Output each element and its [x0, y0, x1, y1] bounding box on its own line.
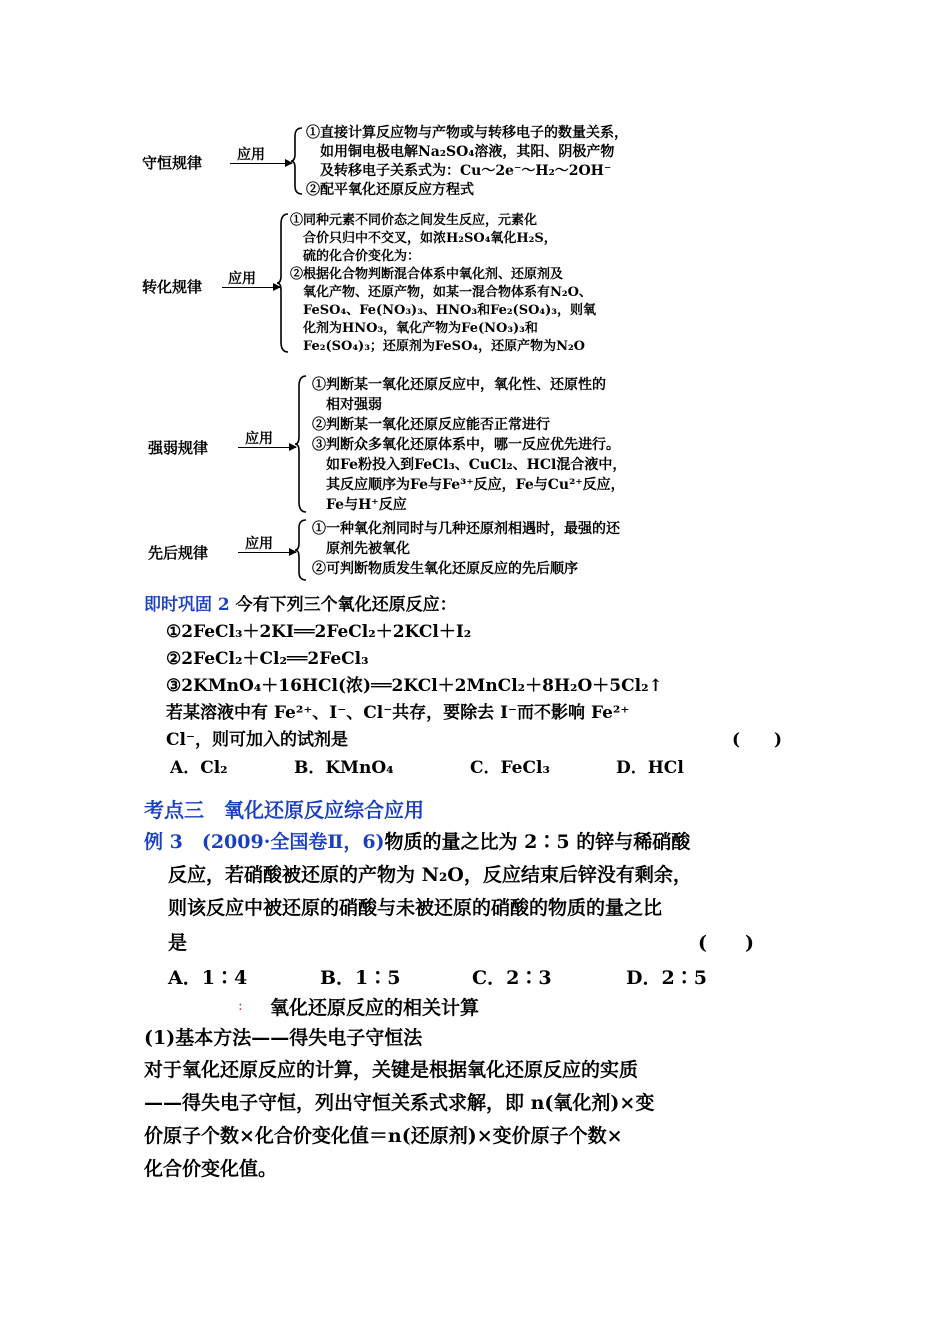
example-label: 例 3 (2009·全国卷Ⅱ，6) — [144, 831, 385, 853]
apply-label: 应用 — [245, 431, 273, 447]
option-b: B．KMnO₄ — [294, 758, 394, 778]
rule-line: Fe与H⁺反应 — [312, 497, 407, 513]
option-c: C．FeCl₃ — [470, 758, 550, 778]
rule-name: 强弱规律 — [148, 439, 209, 457]
arrow-icon — [238, 447, 296, 448]
rule-line: ①同种元素不同价态之间发生反应，元素化 — [290, 213, 538, 228]
apply-label: 应用 — [228, 271, 256, 287]
rule-line: 硫的化合价变化为： — [290, 249, 421, 264]
apply-label: 应用 — [245, 536, 273, 552]
rule-name: 转化规律 — [142, 278, 203, 296]
rule-line: 氧化产物、还原产物，如某一混合物体系有N₂O、 — [290, 285, 592, 300]
rule-line: 相对强弱 — [312, 397, 382, 413]
question-line: Cl⁻，则可加入的试剂是 — [166, 730, 348, 750]
option-d: D．HCl — [616, 758, 684, 778]
rule-line: 原剂先被氧化 — [312, 541, 410, 557]
rule-line: ②可判断物质发生氧化还原反应的先后顺序 — [312, 561, 578, 577]
example-line: 则该反应中被还原的硝酸与未被还原的硝酸的物质的量之比 — [168, 897, 663, 919]
example-text: 物质的量之比为 2∶5 的锌与稀硝酸 — [384, 831, 691, 853]
option-d: D．2∶5 — [626, 967, 707, 989]
apply-label: 应用 — [237, 147, 265, 163]
section-title: 考点三 氧化还原反应综合应用 — [144, 798, 424, 822]
rule-line: ③判断众多氧化还原体系中，哪一反应优先进行。 — [312, 437, 620, 453]
rule-line: 其反应顺序为Fe与Fe³⁺反应，Fe与Cu²⁺反应， — [312, 477, 625, 493]
rule-line: 及转移电子关系式为：Cu～2e⁻～H₂～2OH⁻ — [306, 163, 612, 179]
equation-2: ②2FeCl₂＋Cl₂══2FeCl₃ — [166, 649, 369, 669]
arrow-icon — [238, 552, 296, 553]
calc-paragraph-line: 化合价变化值。 — [144, 1158, 278, 1180]
option-a: A．Cl₂ — [170, 758, 228, 778]
equation-1: ①2FeCl₃＋2KI══2FeCl₂＋2KCl＋I₂ — [166, 622, 472, 642]
option-c: C．2∶3 — [472, 967, 552, 989]
rule-line: Fe₂(SO₄)₃；还原剂为FeSO₄，还原产物为N₂O — [290, 339, 585, 354]
brace-icon — [276, 212, 290, 354]
arrow-icon — [230, 163, 292, 164]
rule-line: ②配平氧化还原反应方程式 — [306, 182, 474, 198]
practice-intro: 今有下列三个氧化还原反应： — [235, 595, 457, 615]
calc-subtitle: (1)基本方法——得失电子守恒法 — [144, 1027, 423, 1049]
calc-paragraph-line: 对于氧化还原反应的计算，关键是根据氧化还原反应的实质 — [144, 1059, 639, 1081]
example-line: 反应，若硝酸被还原的产物为 N₂O，反应结束后锌没有剩余， — [168, 864, 692, 886]
rule-line: FeSO₄、Fe(NO₃)₃、HNO₃和Fe₂(SO₄)₃，则氧 — [290, 303, 596, 318]
option-b: B．1∶5 — [320, 967, 401, 989]
brace-icon — [290, 126, 304, 196]
question-line: 若某溶液中有 Fe²⁺、I⁻、Cl⁻共存，要除去 I⁻而不影响 Fe²⁺ — [166, 703, 630, 723]
practice-label: 即时巩固 2 — [144, 595, 230, 615]
calc-paragraph-line: ——得失电子守恒，列出守恒关系式求解，即 n(氧化剂)×变 — [144, 1092, 655, 1114]
option-a: A．1∶4 — [168, 967, 248, 989]
practice-heading — [144, 592, 457, 619]
rule-name: 守恒规律 — [142, 154, 203, 172]
answer-paren: ( ) — [698, 932, 754, 954]
rule-line: 合价只归中不交叉，如浓H₂SO₄氧化H₂S， — [290, 231, 557, 246]
rule-name: 先后规律 — [148, 544, 209, 562]
rule-line: ①直接计算反应物与产物或与转移电子的数量关系， — [306, 125, 628, 141]
calc-title: 氧化还原反应的相关计算 — [270, 997, 480, 1019]
equation-3: ③2KMnO₄＋16HCl(浓)══2KCl＋2MnCl₂＋8H₂O＋5Cl₂↑ — [166, 676, 663, 696]
calc-paragraph-line: 价原子个数×化合价变化值＝n(还原剂)×变价原子个数× — [144, 1125, 623, 1147]
rule-line: 如用铜电极电解Na₂SO₄溶液，其阳、阴极产物 — [306, 144, 615, 160]
answer-paren: ( ) — [732, 730, 783, 750]
rule-line: ①一种氧化剂同时与几种还原剂相遇时，最强的还 — [312, 521, 620, 537]
rule-line: 如Fe粉投入到FeCl₃、CuCl₂、HCl混合液中， — [312, 457, 627, 473]
brace-icon — [294, 518, 308, 582]
arrow-icon — [222, 287, 280, 288]
brace-icon — [294, 374, 308, 514]
rule-line: 化剂为HNO₃，氧化产物为Fe(NO₃)₃和 — [290, 321, 538, 336]
marker-mark: : — [238, 998, 243, 1014]
example-line — [144, 826, 690, 859]
rule-line: ②根据化合物判断混合体系中氧化剂、还原剂及 — [290, 267, 564, 282]
example-line: 是 — [168, 932, 188, 954]
rule-line: ①判断某一氧化还原反应中，氧化性、还原性的 — [312, 377, 606, 393]
rule-line: ②判断某一氧化还原反应能否正常进行 — [312, 417, 550, 433]
